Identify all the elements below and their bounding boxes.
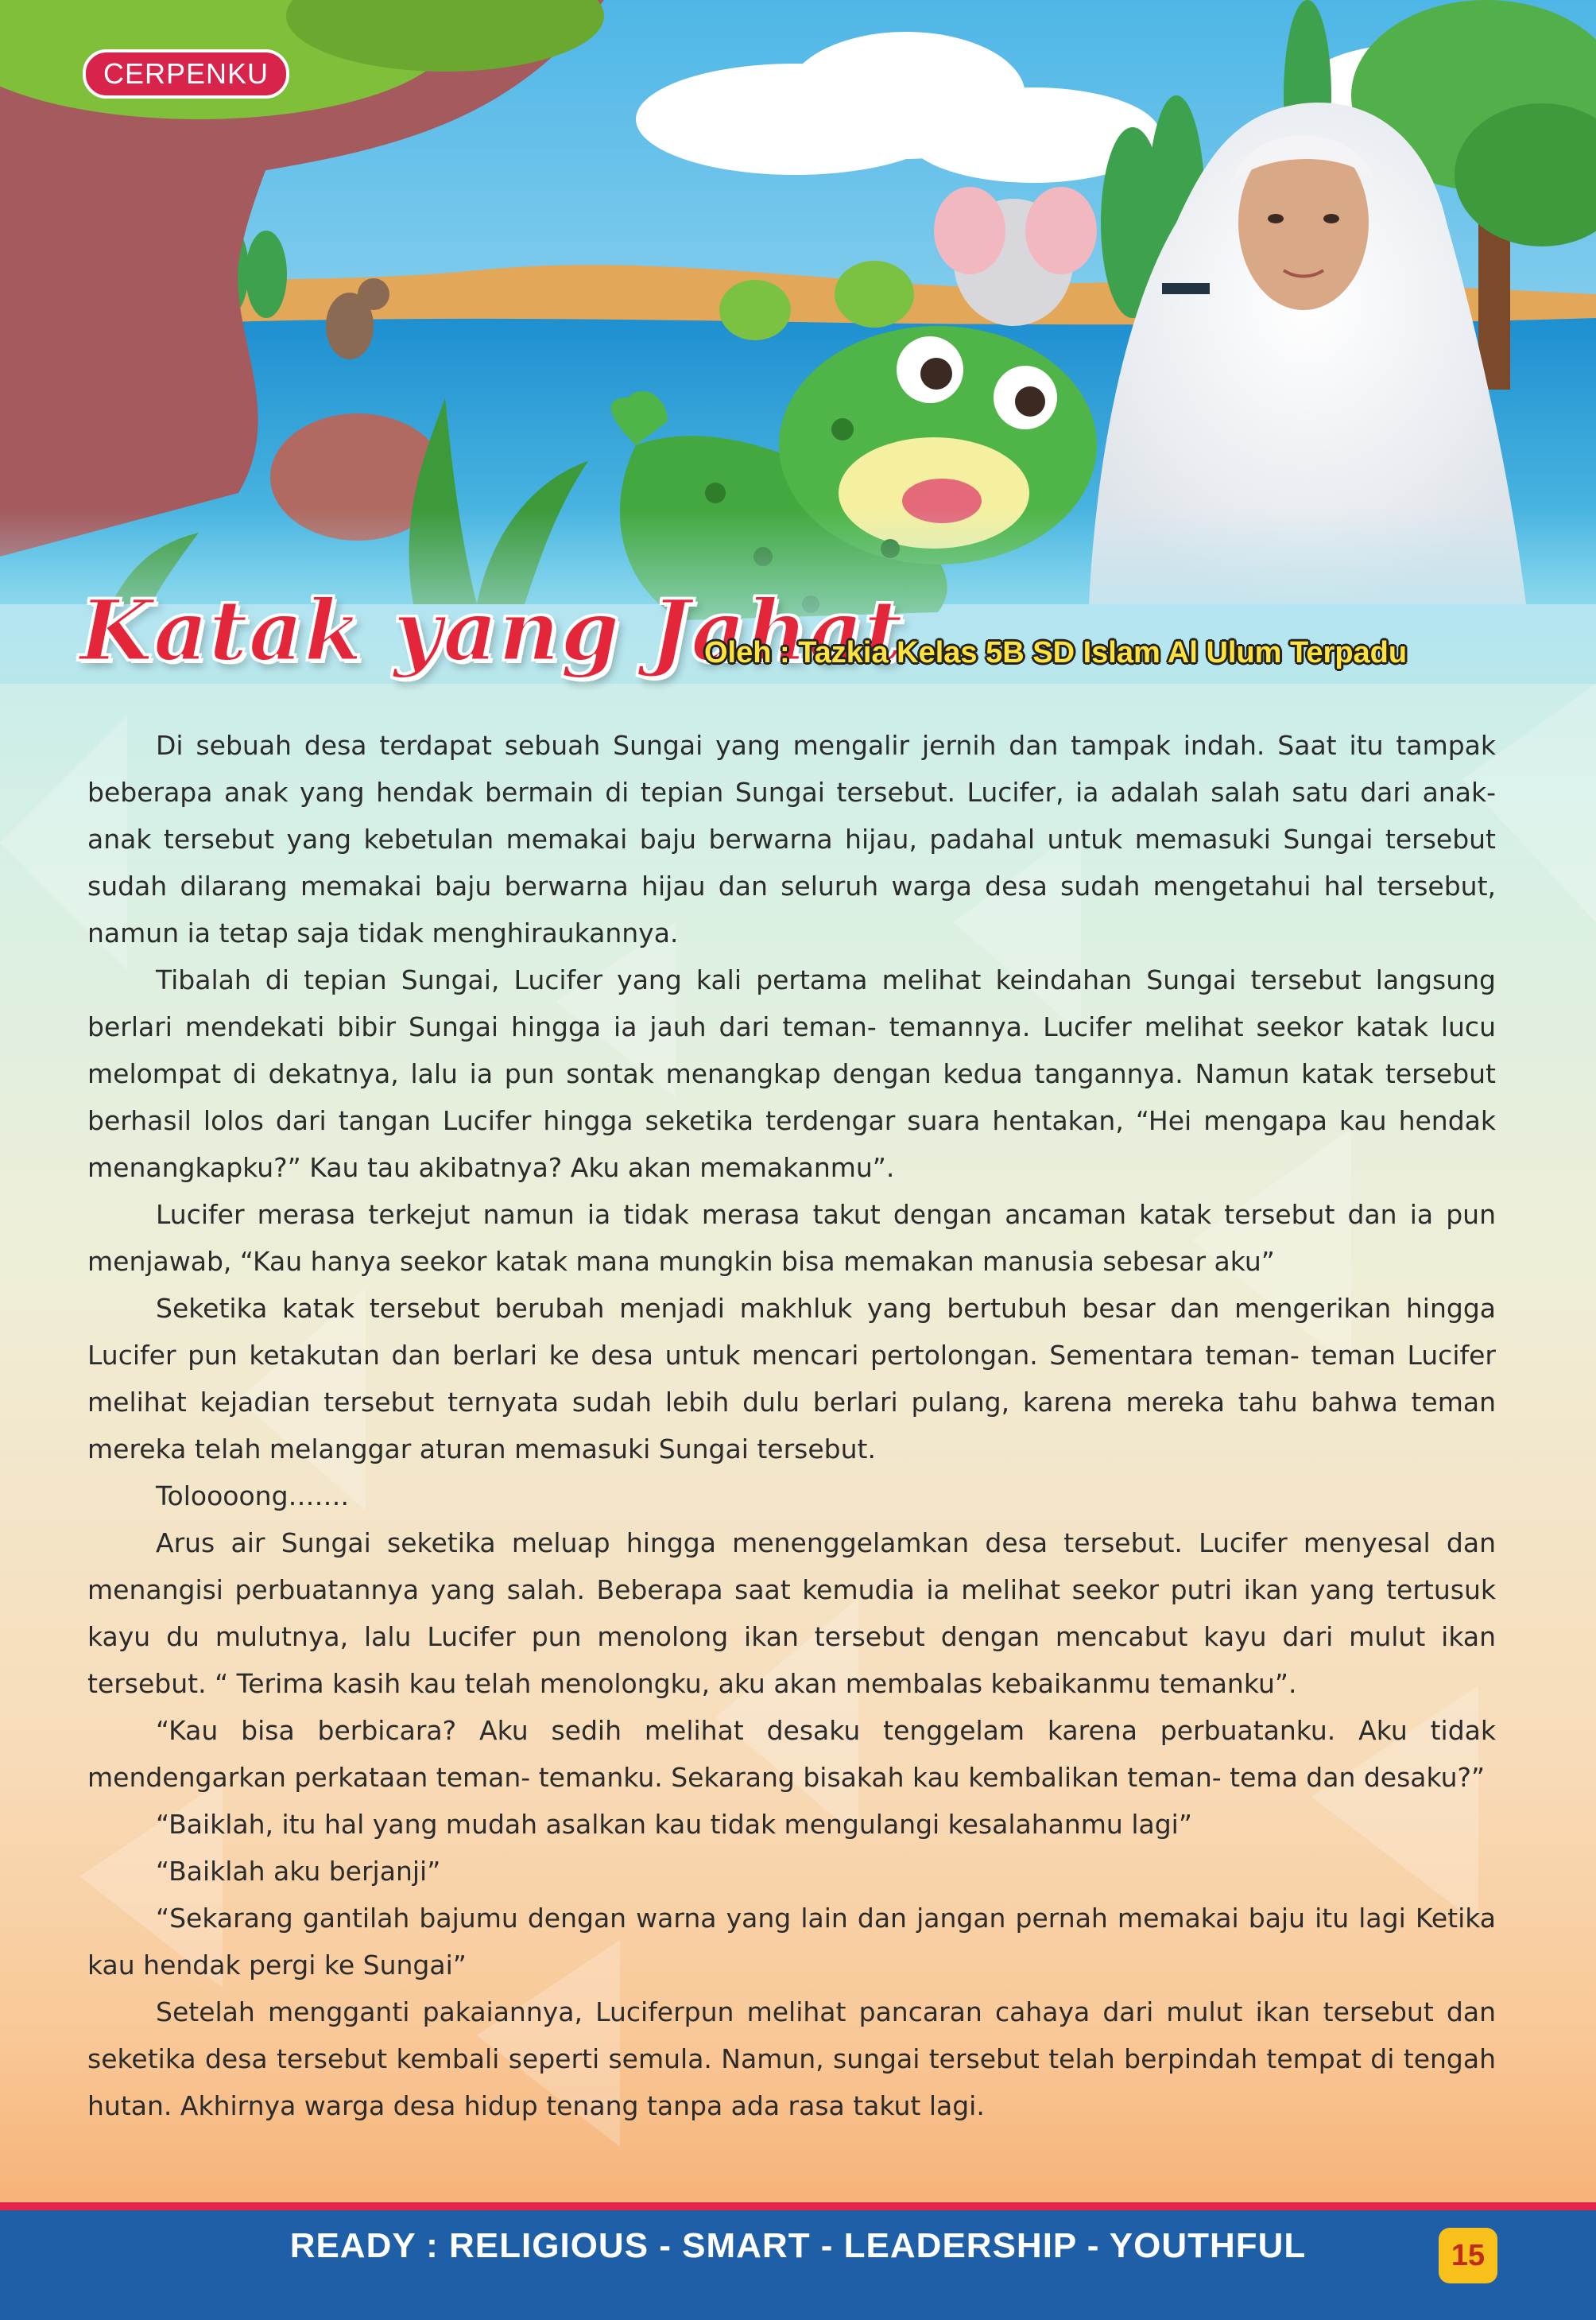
paragraph: “Kau bisa berbicara? Aku sedih melihat desaku tenggelam karena perbuatanku. Aku tidak mendengarkan perkataan teman- temanku. Sekarang bisakah kau kembalikan teman- tema dan desaku?” bbox=[87, 1715, 1496, 1793]
paragraph: “Sekarang gantilah bajumu dengan warna yang lain dan jangan pernah memakai baju itu lagi Ketika kau hendak pergi ke Sungai” bbox=[87, 1903, 1496, 1981]
page-number-badge: 15 bbox=[1439, 2228, 1497, 2283]
paragraph: Toloooong……. bbox=[156, 1480, 350, 1511]
author-byline: Oleh : Tazkia Kelas 5B SD Islam Al Ulum Terpadu bbox=[704, 636, 1408, 669]
paragraph: Tibalah di tepian Sungai, Lucifer yang kali pertama melihat keindahan Sungai tersebut langsung berlari mendekati bibir Sungai hingga ia jauh dari teman- temannya. Lucifer melihat seekor katak lucu melompat di dekatnya, lalu ia pun sontak menangkap dengan kedua tangannya. Namun katak tersebut berhasil lolos dari tangan Lucifer hingga seketika terdengar suara hentakan, “Hei mengapa kau hendak menangkapku?” Kau tau akibatnya? Aku akan memakanmu”. bbox=[87, 964, 1496, 1183]
paragraph: Di sebuah desa terdapat sebuah Sungai yang mengalir jernih dan tampak indah. Saat itu tampak beberapa anak yang hendak bermain di tepian Sungai tersebut. Lucifer, ia adalah salah satu dari anak- anak tersebut yang kebetulan memakai baju berwarna hijau, padahal untuk memasuki Sungai tersebut sudah dilarang memakai baju berwarna hijau dan seluruh warga desa sudah mengetahui hal tersebut, namun ia tetap saja tidak menghiraukannya. bbox=[87, 730, 1496, 949]
paragraph: Seketika katak tersebut berubah menjadi makhluk yang bertubuh besar dan mengerikan hingga Lucifer pun ketakutan dan berlari ke desa untuk mencari pertolongan. Sementara teman- teman Lucifer melihat kejadian tersebut ternyata sudah lebih dulu berlari pulang, karena mereka tahu bahwa teman mereka telah melanggar aturan memasuki Sungai tersebut. bbox=[87, 1293, 1496, 1465]
footer-stripe bbox=[0, 2202, 1596, 2210]
story-body bbox=[87, 722, 1496, 2129]
paragraph: Setelah mengganti pakaiannya, Luciferpun melihat pancaran cahaya dari mulut ikan tersebut dan seketika desa tersebut kembali seperti semula. Namun, sungai tersebut telah berpindah tempat di tengah hutan. Akhirnya warga desa hidup tenang tanpa ada rasa takut lagi. bbox=[87, 1996, 1496, 2121]
section-tag: CERPENKU bbox=[83, 49, 289, 99]
paragraph: Arus air Sungai seketika meluap hingga menenggelamkan desa tersebut. Lucifer menyesal dan menangisi perbuatannya yang salah. Beberapa saat kemudia ia melihat seekor putri ikan yang tertusuk kayu du mulutnya, lalu Lucifer pun menolong ikan tersebut dengan mencabut kayu dari mulut ikan tersebut. “ Terima kasih kau telah menolongku, aku akan membalas kebaikanmu temanku”. bbox=[87, 1527, 1496, 1699]
paragraph: “Baiklah, itu hal yang mudah asalkan kau tidak mengulangi kesalahanmu lagi” bbox=[156, 1809, 1192, 1840]
paragraph: “Baiklah aku berjanji” bbox=[156, 1856, 441, 1887]
paragraph: Lucifer merasa terkejut namun ia tidak merasa takut dengan ancaman katak tersebut dan ia pun menjawab, “Kau hanya seekor katak mana mungkin bisa memakan manusia sebesar aku” bbox=[87, 1199, 1496, 1277]
story-title: Katak yang Jahat bbox=[79, 580, 904, 680]
footer-motto: READY : RELIGIOUS - SMART - LEADERSHIP - YOUTHFUL bbox=[289, 2226, 1307, 2265]
